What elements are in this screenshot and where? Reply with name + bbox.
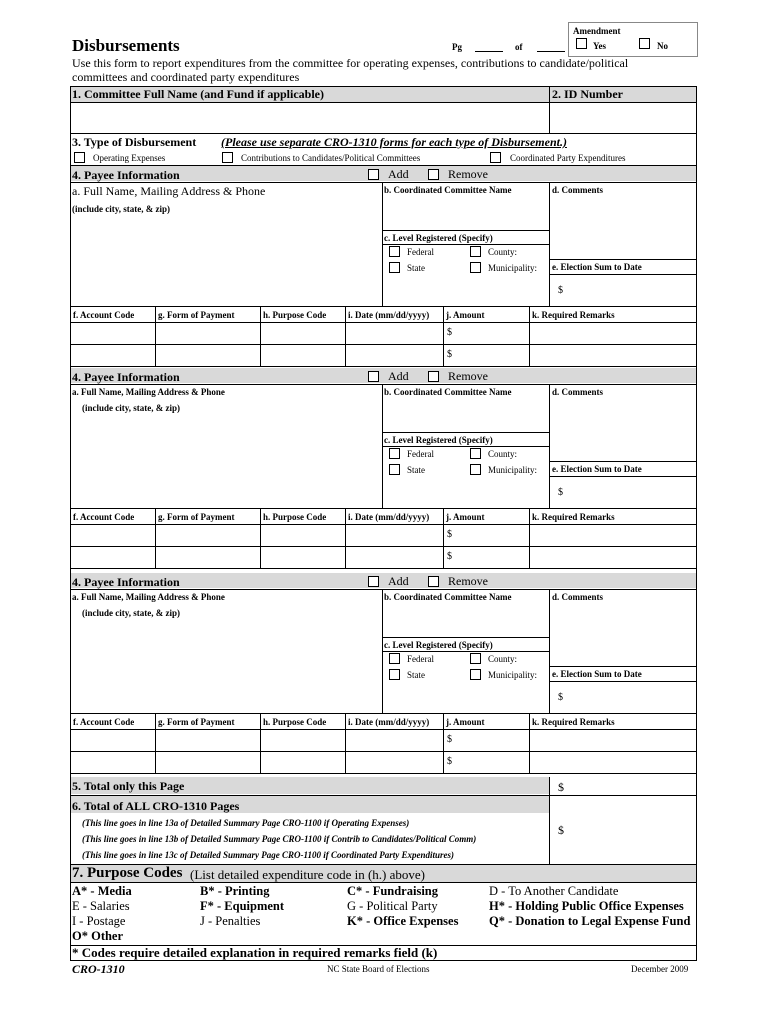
payee-3-amount-label: j. Amount: [446, 717, 485, 727]
payee-2-account-code-input-1[interactable]: [71, 525, 154, 545]
payee-3-form-of-payment-input-1[interactable]: [156, 730, 259, 750]
payee-1-federal-label: Federal: [407, 247, 434, 257]
payee-1-remove-checkbox[interactable]: [428, 169, 439, 180]
payee-3-election-sum-dollar: $: [558, 692, 563, 703]
payee-1-coord-label: b. Coordinated Committee Name: [384, 185, 512, 195]
payee-1-amount-input-2[interactable]: [444, 345, 528, 365]
payee-2-remarks-input-2[interactable]: [530, 547, 696, 567]
payee-1-account-code-label: f. Account Code: [73, 310, 135, 320]
payee-1-comments-label: d. Comments: [552, 185, 603, 195]
payee-3-account-code-input-1[interactable]: [71, 730, 154, 750]
disbursement-type-label: 3. Type of Disbursement: [72, 135, 197, 149]
payee-3-amount-dollar-1: $: [447, 734, 452, 745]
page-total-field[interactable]: [537, 51, 565, 52]
instructions: Use this form to report expenditures from the committee for operating expenses, contributions to candidate/political committees and coordinated party expenditures: [72, 56, 629, 84]
operating-expenses-label: Operating Expenses: [93, 153, 166, 163]
payee-2-municipality-label: Municipality:: [488, 465, 537, 475]
page-label: Pg: [452, 42, 462, 52]
amendment-yes-checkbox[interactable]: [576, 38, 587, 49]
coordinated-party-label: Coordinated Party Expenditures: [510, 153, 626, 163]
payee-2-county-label: County:: [488, 449, 518, 459]
payee-2-comments-label: d. Comments: [552, 387, 603, 397]
payee-2-account-code-label: f. Account Code: [73, 512, 135, 522]
contributions-checkbox[interactable]: [222, 152, 233, 163]
payee-3-title: 4. Payee Information: [72, 575, 180, 589]
payee-3-municipality-label: Municipality:: [488, 670, 537, 680]
payee-3-purpose-code-input-2[interactable]: [261, 752, 344, 772]
payee-1-state-checkbox[interactable]: [389, 262, 400, 273]
payee-1-election-sum-label: e. Election Sum to Date: [552, 262, 642, 272]
purpose-codes-subtitle: (List detailed expenditure code in (h.) above): [190, 867, 425, 882]
of-label: of: [515, 42, 523, 52]
id-number-input[interactable]: [551, 103, 695, 132]
purpose-codes-title: 7. Purpose Codes: [72, 865, 183, 881]
payee-3-amount-input-1[interactable]: [444, 730, 528, 750]
payee-2-amount-dollar-1: $: [447, 529, 452, 540]
payee-2-purpose-code-label: h. Purpose Code: [263, 512, 327, 522]
total-note-13a: (This line goes in line 13a of Detailed Summary Page CRO-1100 if Operating Expenses): [82, 818, 410, 828]
form-number: CRO-1310: [72, 962, 125, 976]
payee-1-date-input-2[interactable]: [346, 345, 442, 365]
payee-3-purpose-code-input-1[interactable]: [261, 730, 344, 750]
payee-1-form-of-payment-label: g. Form of Payment: [158, 310, 235, 320]
operating-expenses-checkbox[interactable]: [74, 152, 85, 163]
purpose-code-item: O* Other: [72, 929, 124, 943]
payee-1-remove-label: Remove: [448, 167, 488, 181]
payee-1-municipality-checkbox[interactable]: [470, 262, 481, 273]
payee-3-federal-checkbox[interactable]: [389, 653, 400, 664]
payee-2-name-sub-label: (include city, state, & zip): [82, 403, 180, 413]
payee-1-comments-input[interactable]: [552, 198, 694, 258]
payee-1-account-code-input-1[interactable]: [71, 323, 154, 343]
payee-3-date-label: i. Date (mm/dd/yyyy): [348, 717, 430, 727]
payee-2-remove-label: Remove: [448, 369, 488, 383]
payee-3-account-code-input-2[interactable]: [71, 752, 154, 772]
payee-3-remarks-input-2[interactable]: [530, 752, 696, 772]
payee-2-remarks-label: k. Required Remarks: [532, 512, 615, 522]
payee-1-date-input-1[interactable]: [346, 323, 442, 343]
payee-3-account-code-label: f. Account Code: [73, 717, 135, 727]
total-this-page-label: 5. Total only this Page: [72, 779, 185, 793]
payee-1-date-label: i. Date (mm/dd/yyyy): [348, 310, 430, 320]
purpose-code-item: B* - Printing: [200, 884, 270, 898]
payee-1-remarks-input-1[interactable]: [530, 323, 696, 343]
payee-1-name-label: a. Full Name, Mailing Address & Phone: [72, 184, 266, 198]
total-this-page-input[interactable]: [568, 778, 694, 793]
payee-1-amount-input-1[interactable]: [444, 323, 528, 343]
payee-1-add-label: Add: [388, 167, 409, 181]
disbursement-type-note: (Please use separate CRO-1310 forms for each type of Disbursement.): [221, 135, 567, 149]
purpose-code-item: H* - Holding Public Office Expenses: [489, 899, 684, 913]
payee-1-level-label: c. Level Registered (Specify): [384, 233, 493, 243]
payee-2-federal-label: Federal: [407, 449, 434, 459]
payee-3-remarks-label: k. Required Remarks: [532, 717, 615, 727]
payee-3-coord-label: b. Coordinated Committee Name: [384, 592, 512, 602]
payee-2-amount-label: j. Amount: [446, 512, 485, 522]
contributions-label: Contributions to Candidates/Political Committees: [241, 153, 421, 163]
payee-1-name-input[interactable]: [72, 214, 380, 296]
payee-3-purpose-code-label: h. Purpose Code: [263, 717, 327, 727]
purpose-code-item: A* - Media: [72, 884, 132, 898]
form-date: December 2009: [631, 964, 689, 974]
payee-2-title: 4. Payee Information: [72, 370, 180, 384]
payee-3-county-checkbox[interactable]: [470, 653, 481, 664]
payee-3-state-label: State: [407, 670, 425, 680]
payee-3-remarks-input-1[interactable]: [530, 730, 696, 750]
payee-2-coord-label: b. Coordinated Committee Name: [384, 387, 512, 397]
payee-2-amount-input-1[interactable]: [444, 525, 528, 545]
payee-3-election-sum-label: e. Election Sum to Date: [552, 669, 642, 679]
purpose-code-item: J - Penalties: [200, 914, 261, 928]
payee-2-account-code-input-2[interactable]: [71, 547, 154, 567]
total-note-13b: (This line goes in line 13b of Detailed Summary Page CRO-1100 if Contrib to Candidates/Political Comm): [82, 834, 477, 844]
page-number-field[interactable]: [475, 51, 503, 52]
payee-3-name-sub-label: (include city, state, & zip): [82, 608, 180, 618]
payee-1-remarks-input-2[interactable]: [530, 345, 696, 365]
payee-1-county-label: County:: [488, 247, 518, 257]
payee-1-county-checkbox[interactable]: [470, 246, 481, 257]
payee-2-date-label: i. Date (mm/dd/yyyy): [348, 512, 430, 522]
purpose-code-item: K* - Office Expenses: [347, 914, 459, 928]
payee-2-amount-dollar-2: $: [447, 551, 452, 562]
payee-3-federal-label: Federal: [407, 654, 434, 664]
payee-3-comments-input[interactable]: [552, 605, 694, 665]
payee-1-amount-label: j. Amount: [446, 310, 485, 320]
payee-3-form-of-payment-label: g. Form of Payment: [158, 717, 235, 727]
purpose-code-item: Q* - Donation to Legal Expense Fund: [489, 914, 691, 928]
payee-3-coord-input[interactable]: [385, 605, 547, 635]
payee-3-form-of-payment-input-2[interactable]: [156, 752, 259, 772]
payee-2-add-label: Add: [388, 369, 409, 383]
payee-2-date-input-2[interactable]: [346, 547, 442, 567]
payee-2-county-checkbox[interactable]: [470, 448, 481, 459]
agency-name: NC State Board of Elections: [327, 964, 430, 974]
purpose-code-item: C* - Fundraising: [347, 884, 438, 898]
payee-1-name-sub-label: (include city, state, & zip): [72, 204, 170, 214]
payee-1-municipality-label: Municipality:: [488, 263, 537, 273]
payee-1-amount-dollar-1: $: [447, 327, 452, 338]
payee-2-remarks-input-1[interactable]: [530, 525, 696, 545]
payee-3-date-input-2[interactable]: [346, 752, 442, 772]
total-all-pages-dollar: $: [558, 823, 564, 837]
payee-2-election-sum-dollar: $: [558, 487, 563, 498]
committee-name-label: 1. Committee Full Name (and Fund if applicable): [72, 87, 324, 101]
payee-2-form-of-payment-input-1[interactable]: [156, 525, 259, 545]
payee-1-account-code-input-2[interactable]: [71, 345, 154, 365]
payee-1-add-checkbox[interactable]: [368, 169, 379, 180]
committee-name-input[interactable]: [71, 103, 548, 132]
payee-3-state-checkbox[interactable]: [389, 669, 400, 680]
payee-1-coord-input[interactable]: [385, 198, 547, 228]
payee-3-remove-label: Remove: [448, 574, 488, 588]
amendment-yes-label: Yes: [593, 41, 606, 51]
payee-2-remove-checkbox[interactable]: [428, 371, 439, 382]
payee-3-date-input-1[interactable]: [346, 730, 442, 750]
purpose-code-item: F* - Equipment: [200, 899, 285, 913]
total-all-pages-input[interactable]: [568, 815, 694, 855]
page-title: Disbursements: [72, 36, 180, 55]
payee-2-purpose-code-input-1[interactable]: [261, 525, 344, 545]
total-this-page-dollar: $: [558, 780, 564, 794]
payee-1-form-of-payment-input-2[interactable]: [156, 345, 259, 365]
payee-3-name-input[interactable]: [72, 621, 380, 703]
payee-2-municipality-checkbox[interactable]: [470, 464, 481, 475]
payee-2-purpose-code-input-2[interactable]: [261, 547, 344, 567]
payee-1-remarks-label: k. Required Remarks: [532, 310, 615, 320]
payee-2-federal-checkbox[interactable]: [389, 448, 400, 459]
payee-2-election-sum-label: e. Election Sum to Date: [552, 464, 642, 474]
payee-1-election-sum-dollar: $: [558, 285, 563, 296]
purpose-code-item: D - To Another Candidate: [489, 884, 619, 898]
payee-2-state-label: State: [407, 465, 425, 475]
payee-2-comments-input[interactable]: [552, 400, 694, 460]
payee-2-level-label: c. Level Registered (Specify): [384, 435, 493, 445]
payee-3-municipality-checkbox[interactable]: [470, 669, 481, 680]
purpose-code-item: I - Postage: [72, 914, 126, 928]
id-number-label: 2. ID Number: [552, 87, 623, 101]
payee-3-amount-dollar-2: $: [447, 756, 452, 767]
payee-1-amount-dollar-2: $: [447, 349, 452, 360]
payee-3-add-checkbox[interactable]: [368, 576, 379, 587]
payee-3-election-sum-input[interactable]: [568, 683, 694, 711]
payee-2-coord-input[interactable]: [385, 400, 547, 430]
payee-3-level-label: c. Level Registered (Specify): [384, 640, 493, 650]
payee-3-county-label: County:: [488, 654, 518, 664]
purpose-code-item: G - Political Party: [347, 899, 438, 913]
payee-1-state-label: State: [407, 263, 425, 273]
purpose-code-item: E - Salaries: [72, 899, 130, 913]
payee-1-purpose-code-label: h. Purpose Code: [263, 310, 327, 320]
payee-3-amount-input-2[interactable]: [444, 752, 528, 772]
amendment-label: Amendment: [573, 26, 621, 36]
payee-2-election-sum-input[interactable]: [568, 478, 694, 506]
payee-2-amount-input-2[interactable]: [444, 547, 528, 567]
payee-1-election-sum-input[interactable]: [568, 276, 694, 304]
payee-2-date-input-1[interactable]: [346, 525, 442, 545]
payee-1-title: 4. Payee Information: [72, 168, 180, 182]
amendment-no-checkbox[interactable]: [639, 38, 650, 49]
purpose-codes-footnote: * Codes require detailed explanation in required remarks field (k): [72, 945, 438, 960]
payee-3-name-label: a. Full Name, Mailing Address & Phone: [72, 592, 225, 602]
payee-2-state-checkbox[interactable]: [389, 464, 400, 475]
payee-3-comments-label: d. Comments: [552, 592, 603, 602]
payee-3-remove-checkbox[interactable]: [428, 576, 439, 587]
payee-2-name-label: a. Full Name, Mailing Address & Phone: [72, 387, 225, 397]
amendment-no-label: No: [657, 41, 668, 51]
total-note-13c: (This line goes in line 13c of Detailed Summary Page CRO-1100 if Coordinated Party Expenditures): [82, 850, 455, 860]
payee-1-purpose-code-input-2[interactable]: [261, 345, 344, 365]
payee-2-name-input[interactable]: [72, 416, 380, 498]
payee-2-add-checkbox[interactable]: [368, 371, 379, 382]
coordinated-party-checkbox[interactable]: [490, 152, 501, 163]
payee-1-federal-checkbox[interactable]: [389, 246, 400, 257]
payee-3-add-label: Add: [388, 574, 409, 588]
payee-2-form-of-payment-input-2[interactable]: [156, 547, 259, 567]
payee-2-form-of-payment-label: g. Form of Payment: [158, 512, 235, 522]
payee-1-form-of-payment-input-1[interactable]: [156, 323, 259, 343]
total-all-pages-label: 6. Total of ALL CRO-1310 Pages: [72, 799, 240, 813]
payee-1-purpose-code-input-1[interactable]: [261, 323, 344, 343]
